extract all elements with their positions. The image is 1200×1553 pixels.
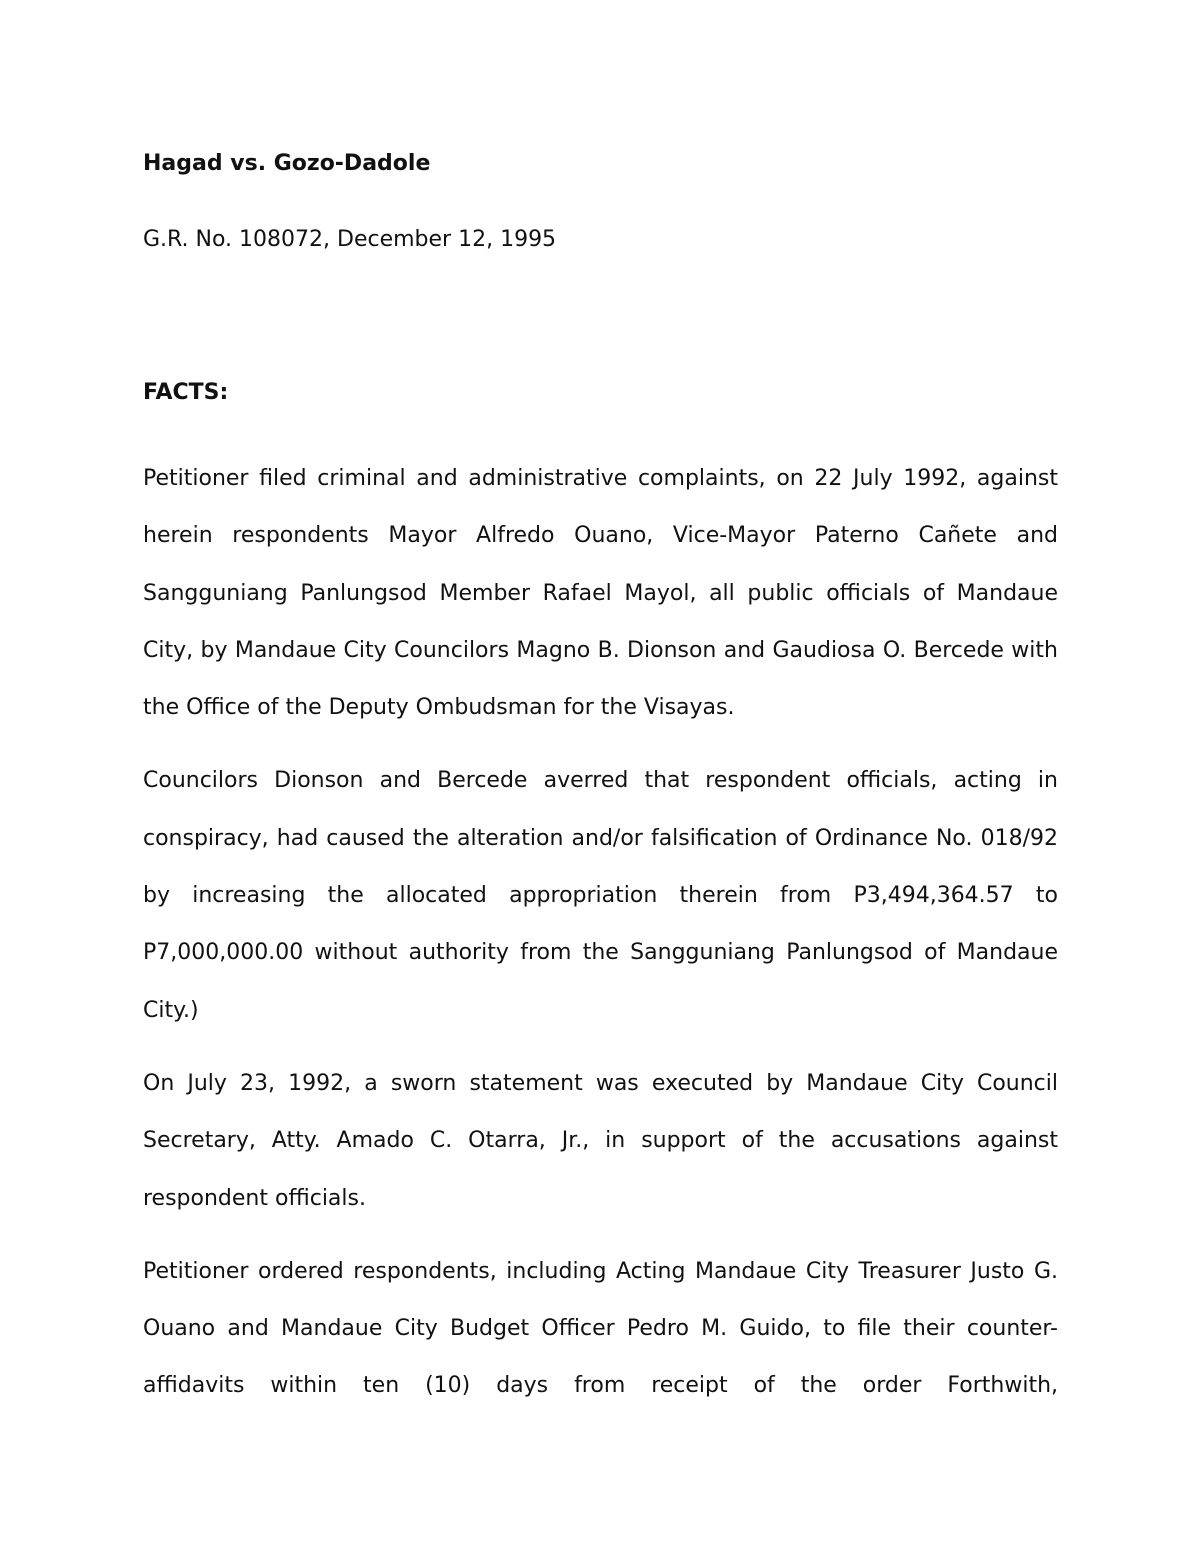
facts-paragraph: On July 23, 1992, a sworn statement was executed by Mandaue City Council Secretary, Atty. Amado C. Otarra, Jr., in support of the accusations against respondent officials. bbox=[143, 1070, 1058, 1211]
facts-paragraph: Councilors Dionson and Bercede averred that respondent officials, acting in conspiracy, had caused the alteration and/or falsification of Ordinance No. 018/92 by increasing the allocated appropriation therein from P3,494,364.57 to P7,000,000.00 without authority from the Sangguniang Panlungsod of Mandaue City.) bbox=[143, 768, 1058, 1023]
facts-paragraph: Petitioner ordered respondents, including Acting Mandaue City Treasurer Justo G. Ouano and Mandaue City Budget Officer Pedro M. Guido, to file their counter-affidavits within ten (10) days from receipt of the order Forthwith, bbox=[143, 1258, 1058, 1399]
facts-heading: FACTS: bbox=[143, 380, 229, 405]
case-citation: G.R. No. 108072, December 12, 1995 bbox=[143, 227, 557, 252]
facts-paragraph: Petitioner filed criminal and administrative complaints, on 22 July 1992, against herein respondents Mayor Alfredo Ouano, Vice-Mayor Paterno Cañete and Sangguniang Panlungsod Member Rafael Mayol, all public officials of Mandaue City, by Mandaue City Councilors Magno B. Dionson and Gaudiosa O. Bercede with the Office of the Deputy Ombudsman for the Visayas. bbox=[143, 466, 1058, 721]
document-body bbox=[143, 146, 1058, 1415]
case-title: Hagad vs. Gozo-Dadole bbox=[143, 151, 431, 176]
